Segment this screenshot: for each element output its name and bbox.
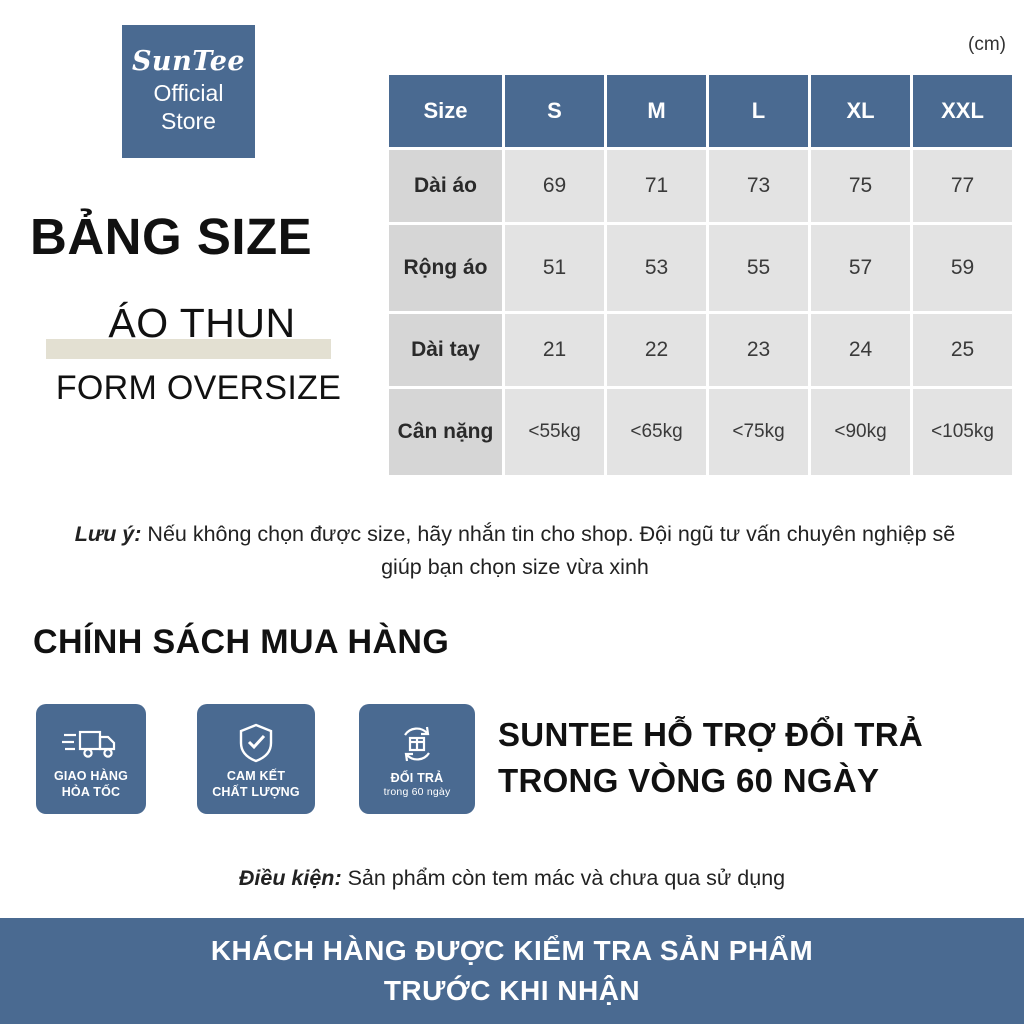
footer-line-2: TRƯỚC KHI NHẬN	[383, 975, 641, 1006]
policy-statement-line2: TRONG VÒNG 60 NGÀY	[498, 761, 880, 799]
shield-check-icon	[237, 721, 275, 765]
note-text	[60, 518, 970, 585]
badge3-line1: ĐỔI TRẢ	[390, 770, 444, 785]
cell-dai-ao-l: 73	[709, 150, 808, 222]
badge-return-label	[384, 771, 451, 800]
badge1-line2: HỎA TỐC	[61, 785, 121, 799]
unit-label: (cm)	[968, 34, 1006, 55]
note-body: Nếu không chọn được size, hãy nhắn tin cho shop. Đội ngũ tư vấn chuyên nghiệp sẽ giúp bạn chọn size vừa xinh	[141, 522, 956, 580]
cell-dai-ao-xl: 75	[811, 150, 910, 222]
cell-can-nang-xl: <90kg	[811, 389, 910, 475]
table-col-header-l: L	[709, 75, 808, 147]
row-header-dai-tay: Dài tay	[389, 314, 502, 386]
delivery-truck-icon	[62, 721, 120, 765]
note-lead: Lưu ý:	[74, 522, 142, 546]
policy-heading: CHÍNH SÁCH MUA HÀNG	[33, 623, 450, 661]
table-corner-header: Size	[389, 75, 502, 147]
condition-lead: Điều kiện:	[238, 866, 342, 890]
table-row	[389, 225, 1012, 311]
cell-rong-ao-s: 51	[505, 225, 604, 311]
cell-can-nang-m: <65kg	[607, 389, 706, 475]
cell-dai-tay-m: 22	[607, 314, 706, 386]
condition-body: Sản phẩm còn tem mác và chưa qua sử dụng	[341, 866, 786, 890]
cell-dai-tay-s: 21	[505, 314, 604, 386]
policy-statement	[498, 712, 998, 803]
table-row	[389, 314, 1012, 386]
page-form-label: FORM OVERSIZE	[55, 369, 342, 407]
cell-can-nang-xxl: <105kg	[913, 389, 1012, 475]
table-col-header-m: M	[607, 75, 706, 147]
badge-quality-label	[212, 769, 300, 800]
cell-dai-ao-xxl: 77	[913, 150, 1012, 222]
table-header-row	[389, 75, 1012, 147]
row-header-can-nang: Cân nặng	[389, 389, 502, 475]
size-table	[386, 72, 1015, 478]
cell-rong-ao-l: 55	[709, 225, 808, 311]
condition-text	[40, 866, 984, 891]
logo-official-text: Official	[153, 79, 224, 106]
table-row	[389, 150, 1012, 222]
badge2-line1: CAM KẾT	[226, 769, 286, 784]
cell-dai-ao-s: 69	[505, 150, 604, 222]
table-col-header-xxl: XXL	[913, 75, 1012, 147]
cell-dai-ao-m: 71	[607, 150, 706, 222]
row-header-dai-ao: Dài áo	[389, 150, 502, 222]
table-col-header-xl: XL	[811, 75, 910, 147]
footer-banner	[0, 918, 1024, 1024]
cell-dai-tay-xxl: 25	[913, 314, 1012, 386]
table-row	[389, 389, 1012, 475]
return-box-icon	[396, 723, 438, 767]
badge2-line2: CHẤT LƯỢNG	[212, 785, 300, 799]
page-subtitle: ÁO THUN	[108, 300, 296, 346]
cell-can-nang-l: <75kg	[709, 389, 808, 475]
row-header-rong-ao: Rộng áo	[389, 225, 502, 311]
badge-quality-commitment	[197, 704, 315, 814]
cell-rong-ao-m: 53	[607, 225, 706, 311]
cell-rong-ao-xl: 57	[811, 225, 910, 311]
cell-rong-ao-xxl: 59	[913, 225, 1012, 311]
policy-statement-line1: SUNTEE HỖ TRỢ ĐỔI TRẢ	[498, 716, 923, 753]
brand-logo	[122, 25, 255, 158]
cell-can-nang-s: <55kg	[505, 389, 604, 475]
badge-return-exchange	[359, 704, 475, 814]
cell-dai-tay-xl: 24	[811, 314, 910, 386]
table-col-header-s: S	[505, 75, 604, 147]
badge-fast-delivery-label	[54, 769, 128, 800]
footer-line-1: KHÁCH HÀNG ĐƯỢC KIỂM TRA SẢN PHẨM	[210, 935, 814, 967]
page-title: BẢNG SIZE	[30, 208, 313, 265]
logo-brand-text: SunTee	[131, 45, 246, 77]
logo-store-text: Store	[161, 108, 216, 135]
badge-fast-delivery	[36, 704, 146, 814]
cell-dai-tay-l: 23	[709, 314, 808, 386]
badge3-line3: trong 60 ngày	[383, 786, 451, 799]
badge1-line1: GIAO HÀNG	[53, 769, 129, 784]
